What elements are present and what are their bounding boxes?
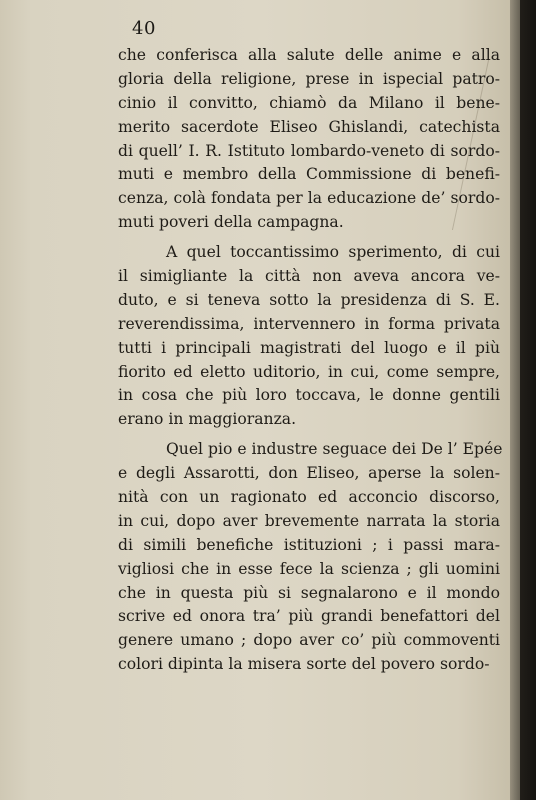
- text-line: di quell’ I. R. Istituto lombardo-veneto di sordo-: [118, 141, 500, 160]
- text-line: muti poveri della campagna.: [118, 213, 344, 232]
- page-number: 40: [132, 18, 156, 39]
- text-line: merito sacerdote Eliseo Ghislandi, catechista: [118, 117, 500, 136]
- text-line: gloria della religione, prese in ispecial patro-: [118, 69, 500, 88]
- paragraph: [112, 241, 500, 432]
- text-line: Quel pio e industre seguace dei De l’ Epée: [166, 440, 503, 459]
- text-line: il simigliante la città non aveva ancora ve-: [118, 267, 500, 286]
- body-text: [112, 44, 503, 677]
- text-line: muti e membro della Commissione di benefi-: [118, 165, 500, 184]
- text-line: cinio il convitto, chiamò da Milano il bene-: [118, 93, 500, 112]
- text-line: che in questa più si segnalarono e il mondo: [118, 583, 500, 602]
- text-line: nità con un ragionato ed acconcio discorso,: [118, 488, 500, 507]
- text-line: e degli Assarotti, don Eliseo, aperse la solen-: [118, 464, 500, 483]
- text-line: A quel toccantissimo sperimento, di cui: [166, 243, 500, 262]
- paragraph: [112, 438, 503, 677]
- paragraph: [112, 44, 500, 235]
- text-line: scrive ed onora tra’ più grandi benefattori del: [118, 607, 500, 626]
- text-line: che conferisca alla salute delle anime e alla: [118, 46, 500, 64]
- text-line: fiorito ed eletto uditorio, in cui, come sempre,: [118, 362, 500, 381]
- text-line: tutti i principali magistrati del luogo e il più: [118, 338, 500, 357]
- text-line: colori dipinta la misera sorte del povero sordo-: [118, 655, 490, 674]
- text-line: duto, e si teneva sotto la presidenza di S. E.: [118, 290, 500, 309]
- text-line: di simili benefiche istituzioni ; i passi mara-: [118, 535, 500, 554]
- text-line: cenza, colà fondata per la educazione de’ sordo-: [118, 189, 500, 208]
- text-line: erano in maggioranza.: [118, 410, 297, 429]
- text-line: in cui, dopo aver brevemente narrata la storia: [118, 511, 500, 530]
- text-line: genere umano ; dopo aver co’ più commoventi: [118, 631, 500, 650]
- text-line: vigliosi che in esse fece la scienza ; gli uomini: [118, 559, 500, 578]
- text-line: reverendissima, intervennero in forma privata: [118, 314, 500, 333]
- text-line: in cosa che più loro toccava, le donne gentili: [118, 386, 500, 405]
- page-edge-shadow: [510, 0, 536, 800]
